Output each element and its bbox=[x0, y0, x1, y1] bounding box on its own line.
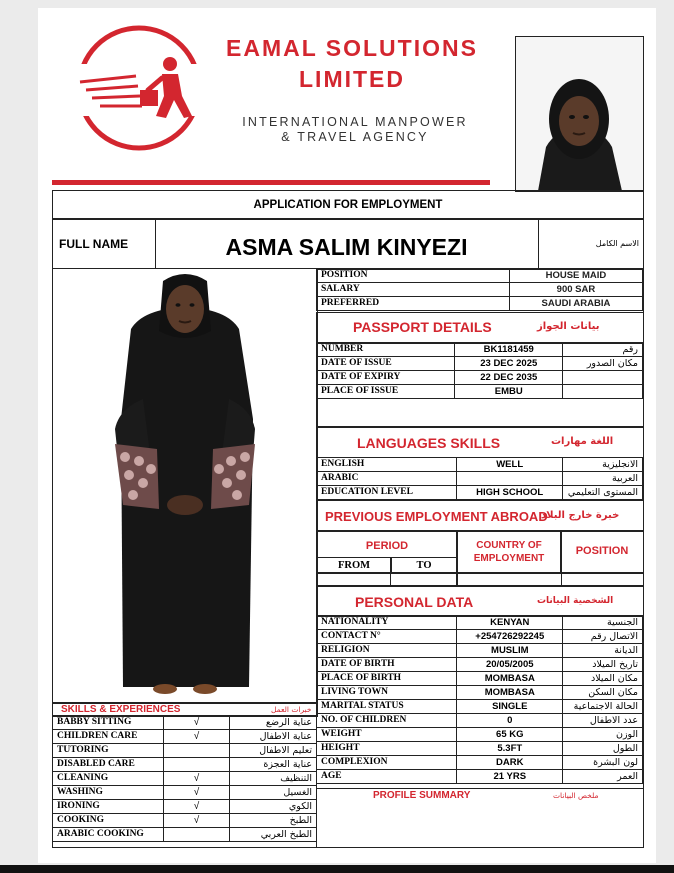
passport-row bbox=[317, 357, 643, 371]
position-row bbox=[317, 269, 643, 283]
previous-employment-header bbox=[316, 500, 644, 532]
personal-row-ar: عدد الاطفال bbox=[563, 714, 643, 728]
personal-row-ar: العمر bbox=[563, 770, 643, 784]
personal-row bbox=[317, 700, 643, 714]
form-title: APPLICATION FOR EMPLOYMENT bbox=[253, 199, 443, 211]
passport-row-label: DATE OF ISSUE bbox=[317, 357, 455, 371]
skill-row-ar: عناية الاطفال bbox=[230, 730, 317, 744]
passport-row bbox=[317, 371, 643, 385]
passport-row-ar bbox=[563, 371, 643, 385]
personal-row-value: 20/05/2005 bbox=[457, 658, 563, 672]
personal-row-ar: الوزن bbox=[563, 728, 643, 742]
personal-row bbox=[317, 742, 643, 756]
personal-row-label: PLACE OF BIRTH bbox=[317, 672, 457, 686]
personal-row bbox=[317, 672, 643, 686]
personal-row-ar: الجنسية bbox=[563, 616, 643, 630]
profile-summary-label-ar: ملخص البيانات bbox=[553, 791, 599, 800]
personal-row-label: AGE bbox=[317, 770, 457, 784]
personal-row bbox=[317, 644, 643, 658]
previous-employment-title-ar: خبرة خارج البلاد bbox=[541, 510, 620, 521]
passport-row-label: NUMBER bbox=[317, 343, 455, 357]
passport-row-value: 23 DEC 2025 bbox=[455, 357, 563, 371]
company-tagline: INTERNATIONAL MANPOWER & TRAVEL AGENCY bbox=[242, 115, 468, 144]
personal-row-ar: تاريخ الميلاد bbox=[563, 658, 643, 672]
skill-row bbox=[53, 744, 317, 758]
personal-row-label: COMPLEXION bbox=[317, 756, 457, 770]
personal-row-value: 65 KG bbox=[457, 728, 563, 742]
language-row-label: ENGLISH bbox=[317, 458, 457, 472]
header-divider bbox=[52, 180, 490, 185]
personal-row bbox=[317, 616, 643, 630]
personal-row-ar: الحالة الاجتماعية bbox=[563, 700, 643, 714]
passport-row-value: 22 DEC 2035 bbox=[455, 371, 563, 385]
passport-header bbox=[316, 312, 644, 344]
full-name-ar-cell bbox=[538, 218, 644, 270]
skills-title-ar: خبرات العمل bbox=[271, 705, 312, 714]
personal-row-ar: الديانة bbox=[563, 644, 643, 658]
to-label: TO bbox=[416, 560, 432, 571]
position-row-label: POSITION bbox=[317, 269, 510, 283]
profile-summary-label: PROFILE SUMMARY bbox=[373, 790, 471, 801]
skill-row-check: √ bbox=[163, 772, 229, 786]
personal-row-value: 0 bbox=[457, 714, 563, 728]
skill-row-ar: الغسيل bbox=[230, 786, 317, 800]
skill-row-check bbox=[163, 828, 229, 842]
skill-row-check bbox=[163, 744, 229, 758]
personal-row bbox=[317, 630, 643, 644]
personal-row bbox=[317, 658, 643, 672]
passport-row bbox=[317, 343, 643, 357]
passport-row-label: PLACE OF ISSUE bbox=[317, 385, 455, 399]
passport-spacer bbox=[316, 398, 644, 428]
personal-row-value: SINGLE bbox=[457, 700, 563, 714]
language-row-ar: العربية bbox=[563, 472, 643, 486]
skill-row-check: √ bbox=[163, 814, 229, 828]
full-name-value: ASMA SALIM KINYEZI bbox=[225, 234, 468, 260]
personal-title-ar: الشخصية البيانات bbox=[537, 596, 614, 606]
language-row-ar: المستوى التعليمي bbox=[563, 486, 643, 500]
personal-row-label: CONTACT N° bbox=[317, 630, 457, 644]
full-name-label-ar: الاسم الكامل bbox=[595, 239, 639, 248]
personal-table bbox=[316, 615, 643, 784]
skills-title: SKILLS & EXPERIENCES bbox=[61, 704, 181, 715]
skill-row-label: CLEANING bbox=[53, 772, 164, 786]
skill-row-label: IRONING bbox=[53, 800, 164, 814]
personal-row-ar: لون البشرة bbox=[563, 756, 643, 770]
skill-row-ar: الكوي bbox=[230, 800, 317, 814]
bottom-bar bbox=[0, 865, 674, 873]
skill-row-check: √ bbox=[163, 786, 229, 800]
personal-row-label: HEIGHT bbox=[317, 742, 457, 756]
personal-title: PERSONAL DATA bbox=[355, 594, 474, 610]
company-name: EAMAL SOLUTIONS LIMITED bbox=[226, 35, 478, 92]
position-row bbox=[317, 297, 643, 311]
passport-row bbox=[317, 385, 643, 399]
skill-row bbox=[53, 772, 317, 786]
personal-row-value: MUSLIM bbox=[457, 644, 563, 658]
personal-row bbox=[317, 728, 643, 742]
personal-row bbox=[317, 686, 643, 700]
personal-row-label: LIVING TOWN bbox=[317, 686, 457, 700]
personal-row-label: NATIONALITY bbox=[317, 616, 457, 630]
personal-row-ar: مكان السكن bbox=[563, 686, 643, 700]
skill-row bbox=[53, 828, 317, 842]
personal-row-value: MOMBASA bbox=[457, 672, 563, 686]
language-row-value: WELL bbox=[457, 458, 563, 472]
skill-row-ar: التنظيف bbox=[230, 772, 317, 786]
passport-row-ar: مكان الصدور bbox=[563, 357, 643, 371]
skill-row-ar: عناية الرضع bbox=[230, 716, 317, 730]
full-name-label: FULL NAME bbox=[59, 237, 129, 251]
skill-row-label: CHILDREN CARE bbox=[53, 730, 164, 744]
personal-header bbox=[316, 585, 644, 617]
skill-row bbox=[53, 758, 317, 772]
company-logo bbox=[66, 24, 211, 154]
language-row bbox=[317, 458, 643, 472]
language-row-value bbox=[457, 472, 563, 486]
headshot-photo bbox=[515, 36, 644, 192]
skill-row-ar: الطبخ bbox=[230, 814, 317, 828]
language-row-value: HIGH SCHOOL bbox=[457, 486, 563, 500]
form-title-row bbox=[52, 190, 644, 220]
skill-row-check: √ bbox=[163, 730, 229, 744]
position-row-value: SAUDI ARABIA bbox=[509, 297, 642, 311]
skill-row bbox=[53, 814, 317, 828]
position-label: POSITION bbox=[575, 545, 629, 557]
personal-row-value: MOMBASA bbox=[457, 686, 563, 700]
language-row bbox=[317, 486, 643, 500]
personal-row-ar: الطول bbox=[563, 742, 643, 756]
passport-row-ar: رقم bbox=[563, 343, 643, 357]
personal-row-value: +254726292245 bbox=[457, 630, 563, 644]
languages-title: LANGUAGES SKILLS bbox=[357, 435, 501, 451]
skill-row-ar: عناية العجزة bbox=[230, 758, 317, 772]
skill-row-ar: تعليم الاطفال bbox=[230, 744, 317, 758]
full-body-photo bbox=[52, 268, 318, 704]
personal-row bbox=[317, 756, 643, 770]
position-row-value: 900 SAR bbox=[509, 283, 642, 297]
skill-row bbox=[53, 786, 317, 800]
passport-title: PASSPORT DETAILS bbox=[353, 319, 492, 335]
skill-row bbox=[53, 730, 317, 744]
passport-row-ar bbox=[563, 385, 643, 399]
position-row-value: HOUSE MAID bbox=[509, 269, 642, 283]
position-row bbox=[317, 283, 643, 297]
previous-employment-title: PREVIOUS EMPLOYMENT ABROAD bbox=[325, 509, 548, 524]
position-table bbox=[316, 268, 643, 311]
language-row-label: ARABIC bbox=[317, 472, 457, 486]
languages-header bbox=[316, 426, 644, 458]
personal-row-value: KENYAN bbox=[457, 616, 563, 630]
language-row bbox=[317, 472, 643, 486]
personal-row bbox=[317, 770, 643, 784]
skill-row-label: ARABIC COOKING bbox=[53, 828, 164, 842]
passport-row-value: EMBU bbox=[455, 385, 563, 399]
country-cell bbox=[456, 530, 562, 574]
position-row-label: SALARY bbox=[317, 283, 510, 297]
passport-row-value: BK1181459 bbox=[455, 343, 563, 357]
skill-row-check: √ bbox=[163, 800, 229, 814]
skill-row-ar: الطبخ العربي bbox=[230, 828, 317, 842]
personal-row-label: MARITAL STATUS bbox=[317, 700, 457, 714]
passport-title-ar: بيانات الجواز bbox=[537, 321, 600, 332]
skill-row-label: DISABLED CARE bbox=[53, 758, 164, 772]
skills-table bbox=[52, 715, 317, 842]
position-cell bbox=[560, 530, 644, 574]
skill-row-label: TUTORING bbox=[53, 744, 164, 758]
personal-row-label: NO. OF CHILDREN bbox=[317, 714, 457, 728]
personal-row-label: RELIGION bbox=[317, 644, 457, 658]
skill-row bbox=[53, 800, 317, 814]
personal-row-value: DARK bbox=[457, 756, 563, 770]
language-row-label: EDUCATION LEVEL bbox=[317, 486, 457, 500]
skill-row-label: BABBY SITTING bbox=[53, 716, 164, 730]
skill-row-label: COOKING bbox=[53, 814, 164, 828]
personal-row-label: DATE OF BIRTH bbox=[317, 658, 457, 672]
full-name-label-cell bbox=[52, 218, 156, 270]
personal-row-value: 21 YRS bbox=[457, 770, 563, 784]
personal-row bbox=[317, 714, 643, 728]
personal-row-ar: مكان الميلاد bbox=[563, 672, 643, 686]
skill-row-label: WASHING bbox=[53, 786, 164, 800]
skill-row-check: √ bbox=[163, 716, 229, 730]
personal-row-ar: الاتصال رقم bbox=[563, 630, 643, 644]
passport-row-label: DATE OF EXPIRY bbox=[317, 371, 455, 385]
skill-row bbox=[53, 716, 317, 730]
from-label: FROM bbox=[337, 560, 371, 571]
period-label: PERIOD bbox=[365, 540, 409, 552]
language-row-ar: الانجليزية bbox=[563, 458, 643, 472]
skill-row-check bbox=[163, 758, 229, 772]
passport-table bbox=[316, 342, 643, 399]
languages-title-ar: اللغة مهارات bbox=[551, 436, 614, 447]
languages-table bbox=[316, 457, 643, 500]
profile-summary-row bbox=[316, 788, 644, 848]
personal-row-label: WEIGHT bbox=[317, 728, 457, 742]
personal-row-value: 5.3FT bbox=[457, 742, 563, 756]
position-row-label: PREFERRED bbox=[317, 297, 510, 311]
country-label: COUNTRY OF EMPLOYMENT bbox=[473, 540, 545, 564]
